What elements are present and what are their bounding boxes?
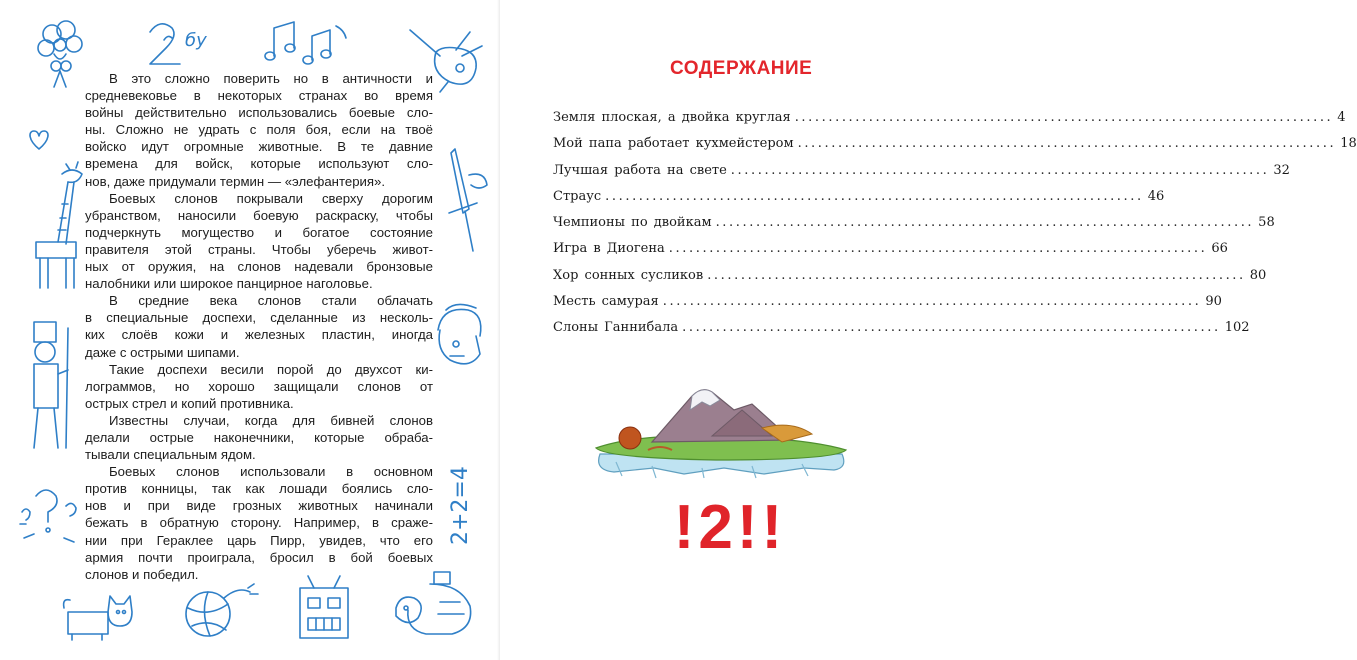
text-line: против конницы, так как лошади боялись сло- [85, 481, 433, 497]
text-line: В средние века слонов стали облачать [109, 293, 433, 309]
text-line: убранством, наносили боевую раскраску, чтобы [85, 207, 433, 223]
toc-entry-title: Страус [553, 188, 602, 204]
table-of-contents [553, 110, 1357, 347]
toc-entry-title: Месть самурая [553, 294, 659, 310]
text-line: налобники или широкое панцирное наголовье. [85, 276, 373, 292]
text-line: нов, даже придумали термин — «элефантерия». [85, 173, 386, 189]
text-line: средневековье в некоторых странах во время [85, 88, 433, 104]
roman-helmet-icon [428, 300, 488, 370]
text-line: делали острые наконечники, которые обраба- [85, 429, 433, 445]
math-formula-text: 2+2=4 [448, 466, 473, 545]
toc-title: СОДЕРЖАНИЕ [670, 58, 813, 79]
giraffe-icon [22, 164, 92, 294]
text-line: войско идут огромные животные. В те давние [85, 139, 433, 155]
text-line: в специальные доспехи, сделанные из несколь- [85, 310, 433, 326]
toc-entry-title: Чемпионы по двойкам [553, 215, 712, 231]
toc-entry-page: 58 [1258, 215, 1275, 231]
toc-entry-page: 66 [1211, 241, 1228, 257]
toc-entry-page: 102 [1224, 320, 1250, 336]
toc-leader-dots: ................................................................................ [707, 267, 1246, 283]
toc-entry-title: Земля плоская, а двойка круглая [553, 110, 791, 125]
text-line: нии при Гераклее царь Пирр, увидев, что его [85, 532, 433, 548]
toc-leader-dots: ................................................................................ [730, 162, 1270, 178]
doodle-text-bu: бу [185, 30, 207, 51]
toc-leader-dots: ................................................................................ [794, 110, 1334, 125]
text-line: времена для войск, которые используют сло- [85, 156, 433, 172]
flower-face-icon [30, 18, 90, 90]
left-page [0, 0, 500, 660]
text-line: Известны случаи, когда для бивней слонов [109, 412, 433, 428]
text-line: тывали специальным ядом. [85, 447, 256, 463]
toc-leader-dots: ................................................................................ [682, 320, 1221, 336]
toc-leader-dots: ................................................................................ [797, 136, 1337, 152]
toc-entry-title: Игра в Диогена [553, 241, 665, 257]
toc-entry[interactable] [553, 162, 1290, 189]
text-line: лограммов, но хорошо защищали слонов от [85, 378, 433, 394]
cat-icon [62, 582, 142, 642]
question-marks-icon [14, 478, 84, 548]
toc-entry[interactable] [553, 136, 1357, 162]
double-two-logo [660, 488, 800, 562]
toc-entry-title: Мой папа работает кухмейстером [553, 136, 794, 152]
toc-entry[interactable] [553, 294, 1222, 320]
soldier-icon [18, 318, 84, 458]
toc-entry[interactable] [553, 215, 1275, 241]
text-line: даже с острыми шипами. [85, 344, 240, 360]
toc-entry-page: 32 [1273, 162, 1290, 178]
toc-leader-dots: ................................................................................ [668, 241, 1208, 257]
heart-icon [26, 128, 52, 152]
text-line: подчеркнуть могущество и богатое состояние [85, 224, 433, 240]
toc-entry[interactable] [553, 241, 1228, 267]
hippo-icon [390, 568, 480, 644]
text-line: В это сложно поверить но в античности и [109, 71, 433, 86]
toc-entry-page: 46 [1147, 188, 1165, 204]
music-notes-icon [262, 16, 352, 68]
article-text [85, 70, 433, 583]
toc-entry-title: Хор сонных сусликов [553, 267, 704, 283]
text-line: ких слоёв кожи и железных пластин, иногда [85, 327, 433, 343]
text-line: Такие доспехи весили порой до двухсот ки- [109, 361, 433, 377]
text-line: правителя этой страны. Чтобы уберечь живот- [85, 241, 433, 257]
toc-leader-dots: ................................................................................ [715, 215, 1255, 231]
toc-entry[interactable] [553, 267, 1267, 294]
robot-icon [294, 574, 354, 644]
text-line: Боевых слонов покрывали сверху дорогим [109, 190, 433, 206]
toc-entry-page: 18 [1340, 136, 1357, 152]
toc-entry[interactable] [553, 110, 1346, 136]
sword-icon [435, 145, 495, 265]
text-line: острых стрел и копий противника. [85, 395, 294, 411]
toc-entry[interactable] [553, 188, 1165, 215]
text-line: войны действительно использовались боевые сло- [85, 105, 433, 121]
ball-bomb-icon [180, 580, 260, 642]
toc-entry-page: 90 [1205, 294, 1222, 310]
text-line: бежать в обратную сторону. Например, в сраже- [85, 515, 433, 531]
toc-entry-page: 80 [1249, 267, 1267, 283]
toc-leader-dots: ................................................................................ [605, 188, 1144, 204]
text-line: ны. Сложно не удрать с поля боя, если на твоё [85, 122, 433, 138]
toc-entry-title: Лучшая работа на свете [553, 162, 727, 178]
toc-entry-title: Слоны Ганнибала [553, 320, 679, 336]
bagpipes-icon [400, 22, 490, 94]
text-line: Боевых слонов использовали в основном [109, 464, 433, 480]
floating-island-illustration [592, 370, 852, 484]
text-line: нов и при виде грозных животных начинали [85, 498, 433, 514]
logo-text: !2!! [673, 493, 787, 562]
toc-entry-page: 4 [1337, 110, 1346, 125]
text-line: слонов и победил. [85, 566, 199, 582]
toc-leader-dots: ................................................................................ [662, 294, 1202, 310]
text-line: армия почти проиграла, бросил в бой боевых [85, 549, 433, 565]
text-line: ных от оружия, на слонов надевали бронзовые [85, 259, 433, 275]
toc-entry[interactable] [553, 320, 1250, 346]
